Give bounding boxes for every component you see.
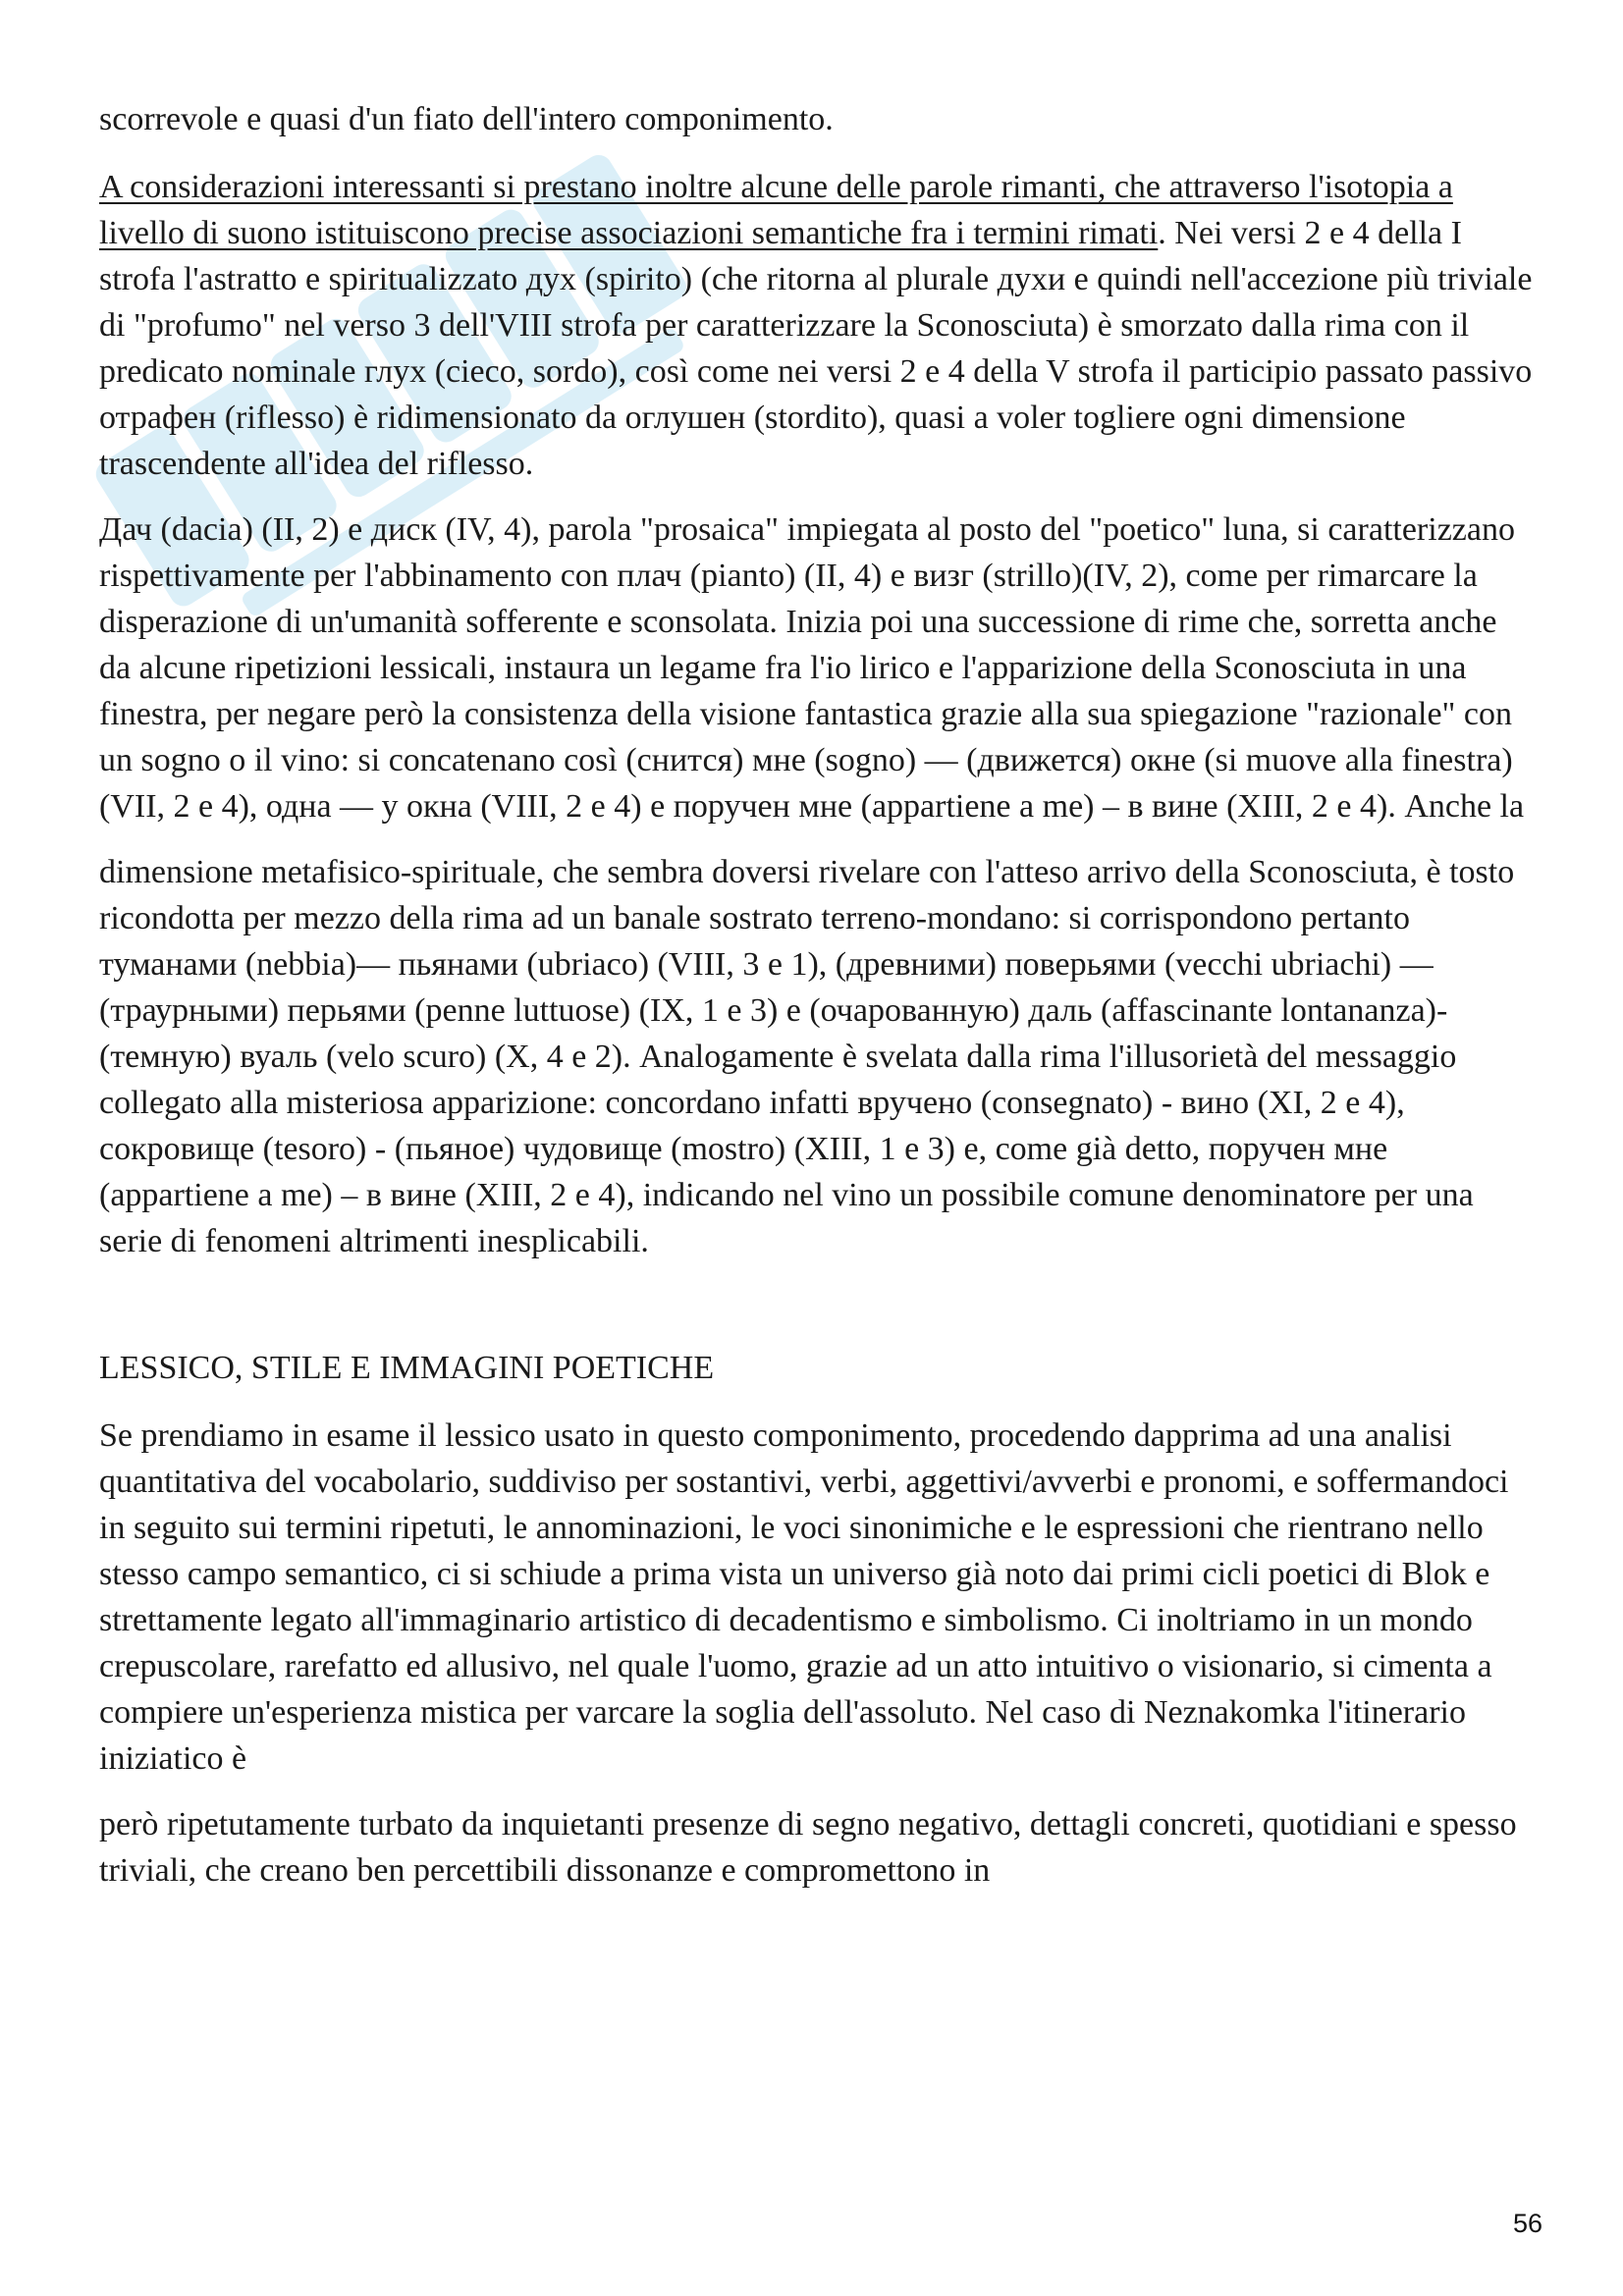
body-text <box>99 96 1533 1913</box>
paragraph-0: scorrevole e quasi d'un fiato dell'intero componimento. <box>99 101 834 137</box>
underlined-passage: A considerazioni interessanti si prestano inoltre alcune delle parole rimanti, che attraverso l'isotopia a livello di suono istituiscono precise associazioni semantiche fra i termini rimati <box>99 169 1453 251</box>
paragraph-1-rest: . Nei versi 2 e 4 della I strofa l'astratto e spiritualizzato дух (spirito) (che ritorna al plurale духи e quindi nell'accezione più triviale di "profumo" nel verso 3 dell'VIII strofa per caratterizzare la Sconosciuta) è smorzato dalla rima con il predicato nominale глух (cieco, sordo), così come nei versi 2 e 4 della V strofa il participio passato passivo отрафен (riflesso) è ridimensionato da оглушен (stordito), quasi a voler togliere ogni dimensione trascendente all'idea del riflesso. <box>99 215 1533 482</box>
section-heading: LESSICO, STILE E IMMAGINI POETICHE <box>99 1350 715 1386</box>
paragraph-2: Дач (dacia) (II, 2) е диск (IV, 4), parola "prosaica" impiegata al posto del "poetico" luna, si caratterizzano rispettivamente per l'abbinamento con плач (pianto) (II, 4) е визг (strillo)(IV, 2), come per rimarcare la disperazione di un'umanità sofferente e sconsolata. Inizia poi una successione di rime che, sorretta anche da alcune ripetizioni lessicali, instaura un legame fra l'io lirico e l'apparizione della Sconosciuta in una finestra, per negare però la consistenza della visione fantastica grazie alla sua spiegazione "razionale" con un sogno o il vino: si concatenano così (снится) мне (sogno) — (движется) окне (si muove alla finestra) (VII, 2 e 4), одна — у окна (VIII, 2 e 4) e поручен мне (appartiene a me) – в вине (XIII, 2 e 4). Anche la <box>99 511 1525 825</box>
paragraph-1 <box>99 164 1533 487</box>
paragraph-4: Se prendiamo in esame il lessico usato in questo componimento, procedendo dapprima ad una analisi quantitativa del vocabolario, suddiviso per sostantivi, verbi, aggettivi/avverbi e pronomi, e soffermandoci in seguito sui termini ripetuti, le annominazioni, le voci sinonimiche e le espressioni che rientrano nello stesso campo semantico, ci si schiude a prima vista un universo già noto dai primi cicli poetici di Blok e strettamente legato all'immaginario artistico di decadentismo e simbolismo. Ci inoltriamo in un mondo crepuscolare, rarefatto ed allusivo, nel quale l'uomo, grazie ad un atto intuitivo o visionario, si cimenta a compiere un'esperienza mistica per varcare la soglia dell'assoluto. Nel caso di Neznakomka l'itinerario iniziatico è <box>99 1417 1509 1777</box>
page-number: 56 <box>1512 2209 1542 2238</box>
paragraph-3: dimensione metafisico-spirituale, che sembra doversi rivelare con l'atteso arrivo della Sconosciuta, è tosto ricondotta per mezzo della rima ad un banale sostrato terreno-mondano: si corrispondono pertanto туманами (nebbia)— пьянами (ubriaco) (VIII, 3 e 1), (древними) поверьями (vecchi ubriachi) — (траурными) перьями (penne luttuose) (IX, 1 e 3) e (очарованную) даль (affascinante lontananza)- (темную) вуаль (velo scuro) (X, 4 e 2). Analogamente è svelata dalla rima l'illusorietà del messaggio collegato alla misteriosa apparizione: concordano infatti вручено (consegnato) - вино (XI, 2 e 4), сокровище (tesoro) - (пьяное) чудовище (mostro) (XIII, 1 e 3) e, come già detto, поручен мне (appartiene a me) – в вине (XIII, 2 e 4), indicando nel vino un possibile comune denominatore per una serie di fenomeni altrimenti inesplicabili. <box>99 854 1515 1259</box>
paragraph-5: però ripetutamente turbato da inquietanti presenze di segno negativo, dettagli concreti, quotidiani e spesso triviali, che creano ben percettibili dissonanze e compromettono in <box>99 1806 1517 1889</box>
